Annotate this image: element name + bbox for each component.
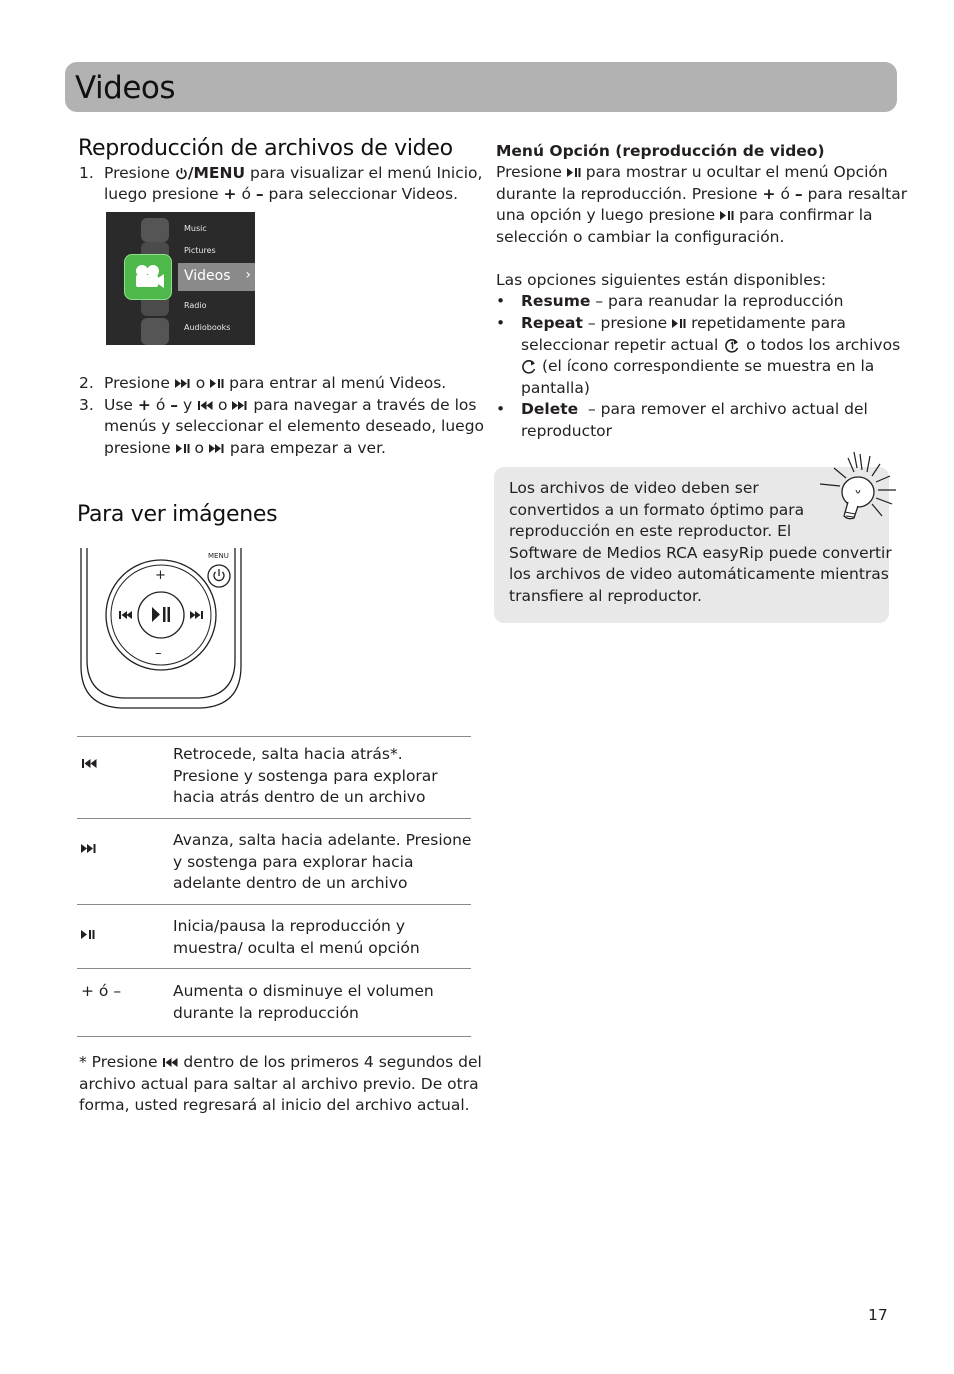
minus-key: – — [794, 184, 803, 203]
play-pause-icon — [672, 319, 686, 328]
step-text: o — [195, 374, 206, 392]
option-menu-title: Menú Opción (reproducción de video) — [496, 142, 825, 160]
video-camera-icon — [124, 254, 172, 300]
play-pause-icon — [720, 211, 734, 220]
note-line: transfiere al reproductor. — [509, 586, 702, 605]
option-resume — [496, 291, 896, 313]
minus-key: – — [255, 185, 264, 203]
page-number: 17 — [868, 1306, 888, 1324]
options-intro: Las opciones siguientes están disponibles: — [496, 271, 827, 289]
step-3 — [79, 395, 485, 457]
option-delete — [496, 399, 896, 440]
option-repeat — [496, 313, 901, 397]
step-text: menús y seleccionar el elemento deseado, luego — [104, 417, 485, 435]
play-pause-icon — [176, 444, 190, 453]
paragraph-text: Presione — [496, 163, 562, 181]
repeat-all-icon — [521, 359, 537, 375]
player-device-illustration — [78, 548, 244, 710]
option-text: – para remover el archivo actual del — [588, 400, 868, 418]
step-text: ó — [241, 185, 251, 203]
play-pause-icon — [567, 168, 581, 177]
step-text: Presione — [104, 164, 170, 182]
option-text: seleccionar repetir actual — [521, 336, 719, 354]
menu-item-music: Music — [184, 224, 207, 233]
skip-back-icon — [81, 753, 97, 772]
table-row — [77, 968, 471, 1037]
step-2 — [79, 373, 479, 395]
option-label: Delete — [521, 400, 579, 418]
paragraph-text: para mostrar u ocultar el menú Opción — [585, 163, 888, 181]
step-text: ó — [155, 396, 166, 414]
chevron-right-icon: › — [245, 267, 251, 283]
plus-key: + — [223, 185, 237, 203]
note-line: convertidos a un formato óptimo para — [509, 500, 805, 519]
page-header-bar — [65, 62, 897, 112]
option-label: Resume — [521, 292, 591, 310]
menu-item-audiobooks: Audiobooks — [184, 323, 231, 332]
menu-key-label: /MENU — [187, 164, 246, 182]
note-line: Software de Medios RCA easyRip puede convertir — [509, 543, 892, 562]
device-minus-label: – — [155, 646, 162, 661]
section-title-video-playback: Reproducción de archivos de video — [78, 136, 453, 161]
option-label: Repeat — [521, 314, 583, 332]
plus-key: + — [762, 184, 776, 203]
footnote-text: dentro de los primeros 4 segundos del — [183, 1053, 482, 1071]
step-1 — [79, 163, 483, 203]
minus-key: – — [170, 396, 179, 414]
play-pause-icon — [210, 379, 224, 388]
table-row — [77, 818, 471, 905]
step-number: 2. — [79, 374, 94, 392]
bullet: • — [496, 314, 506, 332]
bullet: • — [496, 400, 506, 418]
menu-item-pictures: Pictures — [184, 246, 216, 255]
step-text: o — [194, 439, 204, 457]
paragraph-text: para confirmar la — [738, 206, 873, 224]
option-menu-paragraph — [496, 162, 908, 248]
step-text: para entrar al menú Videos. — [229, 374, 447, 392]
music-icon — [141, 218, 169, 242]
menu-item-radio: Radio — [184, 301, 207, 310]
skip-forward-icon — [175, 379, 191, 388]
plus-key: + — [137, 396, 151, 414]
table-desc: Aumenta o disminuye el volumen durante la reproducción — [173, 982, 434, 1022]
table-desc: Retrocede, salta hacia atrás*. Presione y sostenga para explorar hacia atrás dentro de un archivo — [173, 745, 438, 806]
footnote-text: forma, usted regresará al inicio del archivo actual. — [79, 1096, 470, 1114]
step-text: para empezar a ver. — [229, 439, 386, 457]
device-plus-label: + — [155, 568, 166, 583]
play-pause-icon — [81, 924, 95, 943]
option-text: pantalla) — [521, 379, 590, 397]
footnote-text: archivo actual para saltar al archivo previo. De otra — [79, 1074, 479, 1093]
lightbulb-icon — [812, 450, 900, 532]
menu-item-videos-label: Videos — [184, 268, 231, 284]
table-desc: Inicia/pausa la reproducción y muestra/ oculta el menú opción — [173, 917, 420, 957]
step-number: 3. — [79, 396, 94, 414]
table-row — [77, 736, 471, 819]
home-menu-screenshot — [106, 212, 255, 345]
step-text: y — [182, 396, 193, 414]
option-text: o todos los archivos — [746, 336, 901, 354]
table-desc: Avanza, salta hacia adelante. Presione y sostenga para explorar hacia adelante dentro de un archivo — [173, 831, 472, 892]
skip-back-icon — [162, 1058, 178, 1067]
audiobooks-icon — [141, 318, 169, 345]
option-text: (el ícono correspondiente se muestra en la — [541, 357, 875, 375]
footnote — [79, 1052, 482, 1117]
power-icon — [175, 167, 188, 180]
step-text: Use — [104, 396, 133, 414]
table-key-volume: + ó – — [81, 982, 122, 1000]
paragraph-text: durante la reproducción. Presione — [496, 184, 758, 203]
paragraph-text: para resaltar — [807, 184, 908, 203]
page-title: Videos — [75, 70, 176, 106]
option-text: reproductor — [521, 422, 613, 440]
skip-back-icon — [197, 401, 213, 410]
step-number: 1. — [79, 164, 94, 182]
option-text: – presione — [587, 314, 668, 332]
step-text: luego presione — [104, 185, 219, 203]
note-line: reproducción en este reproductor. El — [509, 522, 792, 540]
paragraph-text: ó — [780, 184, 790, 203]
step-text: para seleccionar Videos. — [268, 185, 459, 203]
step-text: para navegar a través de los — [253, 396, 477, 414]
step-text: o — [218, 396, 228, 414]
skip-forward-icon — [209, 444, 225, 453]
skip-forward-icon — [232, 401, 248, 410]
note-line: Los archivos de video deben ser — [509, 479, 759, 497]
footnote-text: * Presione — [79, 1053, 158, 1071]
menu-item-videos-selected — [178, 263, 255, 291]
note-line: los archivos de video automáticamente mientras — [509, 565, 889, 583]
table-row — [77, 904, 471, 969]
bullet: • — [496, 292, 506, 310]
skip-forward-icon — [81, 838, 97, 857]
repeat-one-icon — [723, 338, 741, 354]
step-text: para visualizar el menú Inicio, — [249, 164, 483, 182]
device-menu-label: MENU — [208, 552, 229, 560]
step-text: presione — [104, 439, 171, 457]
paragraph-text: una opción y luego presione — [496, 206, 716, 224]
step-text: Presione — [104, 374, 170, 392]
option-text: – para reanudar la reproducción — [595, 292, 844, 310]
option-text: repetidamente para — [691, 314, 846, 332]
paragraph-text: selección o cambiar la configuración. — [496, 227, 785, 246]
section-title-view-images: Para ver imágenes — [77, 502, 278, 527]
